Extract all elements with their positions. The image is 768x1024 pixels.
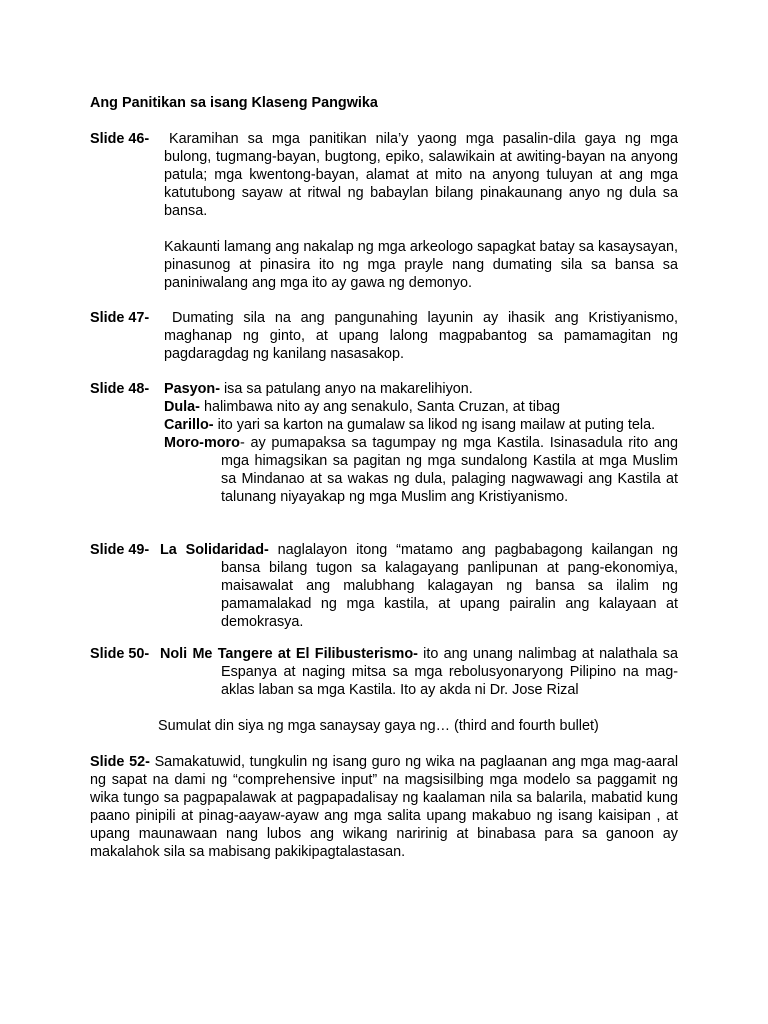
- slide-46-body: [164, 130, 678, 292]
- slide-50-paragraph: [160, 645, 678, 699]
- slide-46-paragraph-2: Kakaunti lamang ang nakalap ng mga arkeologo sapagkat batay sa kasaysayan, pinasunog at pinasira ito ng mga prayle nang dumating sila sa bansa sa paniniwalang ang mga ito ay gawa ng demonyo.: [164, 239, 678, 291]
- def-la-solidaridad: naglalayon itong “matamo ang pagbabagong kailangan ng bansa bilang tugon sa kalagayang panlipunan at pang-ekonomiya, maisawalat ang malubhang kalagayan ng bansa sa ilalim ng pamamalakad ng mga kastila, at upang pairalin ang kalayaan at demokrasya.: [221, 542, 678, 630]
- slide-49-label: Slide 49-: [90, 542, 150, 558]
- slide-49-paragraph: [160, 541, 678, 631]
- slide-48-item-carillo: [164, 416, 678, 434]
- slide-52-section: [90, 753, 678, 861]
- def-carillo: ito yari sa karton na gumalaw sa likod ng isang mailaw at puting tela.: [213, 417, 656, 433]
- document-title: Ang Panitikan sa isang Klaseng Pangwika: [90, 95, 378, 111]
- term-noli-el-fili: Noli Me Tangere at El Filibusterismo-: [160, 646, 418, 662]
- term-carillo: Carillo-: [164, 417, 214, 433]
- slide-47-paragraph: Dumating sila na ang pangunahing layunin ay ihasik ang Kristiyanismo, maghanap ng ginto, at upang lalong magpabantog sa pamamagitan ng pagdaragdag ng kanilang nasasakop.: [164, 310, 678, 362]
- slide-46-section: [90, 130, 678, 292]
- slide-50-body: [160, 645, 678, 699]
- slide-48-item-dula: [164, 398, 678, 416]
- slide-50-note: Sumulat din siya ng mga sanaysay gaya ng… (third and fourth bullet): [158, 718, 599, 734]
- slide-52-label: Slide 52-: [90, 754, 150, 770]
- def-pasyon: isa sa patulang anyo na makarelihiyon.: [219, 381, 473, 397]
- slide-49-section: [90, 541, 678, 631]
- slide-46-paragraph-1: Karamihan sa mga panitikan nila’y yaong mga pasalin-dila gaya ng mga bulong, tugmang-bayan, bugtong, epiko, salawikain at awiting-bayan na anyong patula; mga kwentong-bayan, alamat at mito na anyong tuluyan at ang mga katutubong sayaw at ritwal ng babaylan bilang pinakaunang anyo ng dula sa bansa.: [164, 131, 678, 219]
- term-moro-moro: Moro-moro: [164, 435, 240, 451]
- slide-52-paragraph: Samakatuwid, tungkulin ng isang guro ng wika na paglaanan ang mga mag-aaral ng sapat na dami ng “comprehensive input” na magsisilbing mga modelo sa paggamit ng wika tungo sa pagpapalawak at pagpapadalisay ng kaalaman nila sa balarila, mabatid kung paano pinipili at pinag-aayaw-ayaw ang mga salita upang makabuo ng isang kaisipan , at upang maunawaan nang lubos ang wikang naririnig at binabasa para sa ganoon ay makalahok sila sa mabisang pakikipagtalastasan.: [90, 754, 679, 860]
- slide-48-item-pasyon: [164, 380, 678, 398]
- slide-47-section: [90, 309, 678, 363]
- def-moro-moro: - ay pumapaksa sa tagumpay ng mga Kastila. Isinasadula rito ang mga himagsikan sa pagitan ng mga sundalong Kastila at mga Muslim sa Mindanao at sa wakas ng dula, palaging nagwawagi ang Kastila at talunang niyayakap ng mga Muslim ang Kristiyanismo.: [221, 435, 678, 505]
- slide-49-body: [160, 541, 678, 631]
- slide-52-body: [90, 753, 678, 861]
- term-dula: Dula-: [164, 399, 200, 415]
- slide-48-list: [164, 380, 678, 506]
- slide-47-label: Slide 47-: [90, 310, 150, 326]
- term-la-solidaridad: La Solidaridad-: [160, 542, 269, 558]
- def-dula: halimbawa nito ay ang senakulo, Santa Cruzan, at tibag: [199, 399, 560, 415]
- slide-48-label: Slide 48-: [90, 381, 150, 397]
- term-pasyon: Pasyon-: [164, 381, 220, 397]
- slide-46-label: Slide 46-: [90, 131, 150, 147]
- slide-50-section: [90, 645, 678, 699]
- slide-48-item-moro-moro: [164, 434, 678, 506]
- def-noli-el-fili: ito ang unang nalimbag at nalathala sa Espanya at naging mitsa sa mga rebolusyonaryong Pilipino na mag-aklas laban sa mga Kastila. Ito ay akda ni Dr. Jose Rizal: [221, 646, 678, 698]
- slide-50-label: Slide 50-: [90, 646, 150, 662]
- slide-48-section: [90, 380, 678, 506]
